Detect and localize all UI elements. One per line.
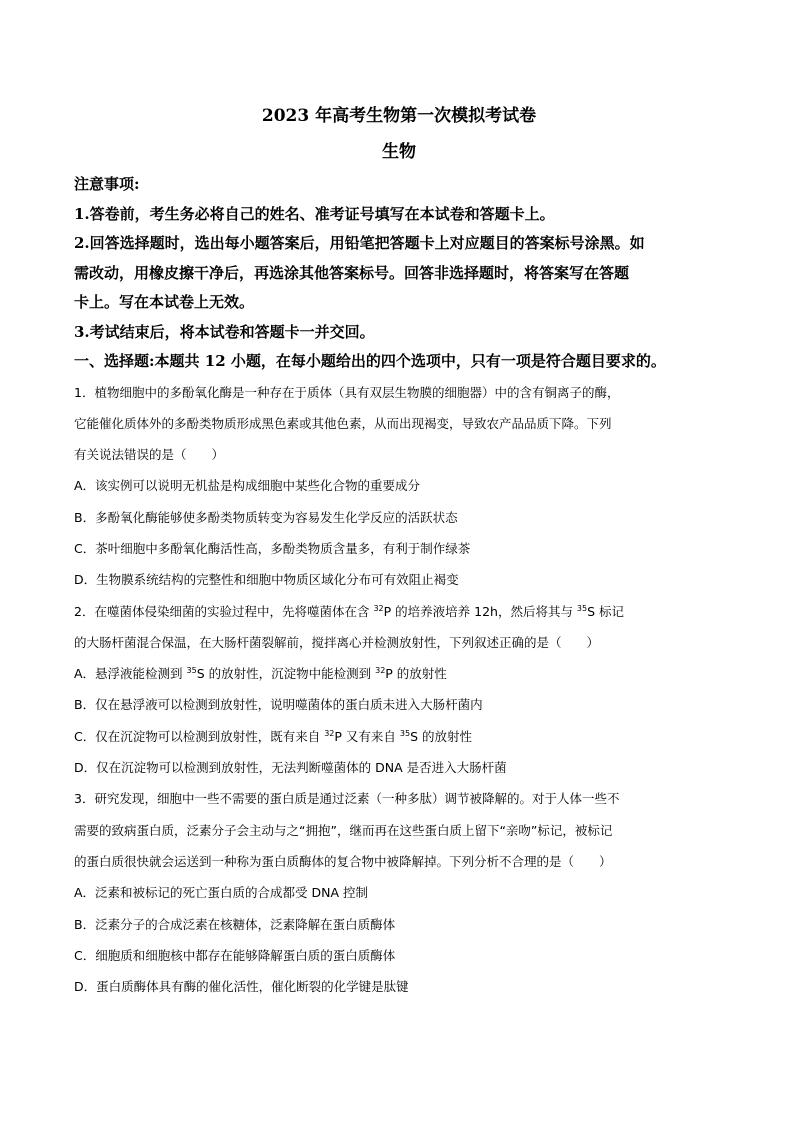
question-1 <box>74 377 724 596</box>
page-title: 2023 年高考生物第一次模拟考试卷 <box>261 106 537 126</box>
section-heading: 一、选择题:本题共 12 小题，在每小题给出的四个选项中，只有一项是符合题目要求的。 <box>74 352 666 370</box>
question-stem-line: 需要的致病蛋白质，泛素分子会主动与之“拥抱”，继而再在这些蛋白质上留下“亲吻”标记，被标记 <box>74 822 613 838</box>
notice-item: 3.考试结束后，将本试卷和答题卡一并交回。 <box>74 322 375 341</box>
question-stem-line: 的大肠杆菌混合保温，在大肠杆菌裂解前，搅拌离心并检测放射性，下列叙述正确的是（ ） <box>74 634 600 650</box>
question-stem-line: 3．研究发现，细胞中一些不需要的蛋白质是通过泛素（一种多肽）调节被降解的。对于人体一些不 <box>74 791 620 807</box>
stem-text: 2．在噬菌体侵染细菌的实验过程中，先将噬菌体在含 <box>74 603 374 619</box>
option-b: B．仅在悬浮液可以检测到放射性，说明噬菌体的蛋白质未进入大肠杆菌内 <box>74 697 483 713</box>
question-stem-line: 1．植物细胞中的多酚氧化酶是一种存在于质体（具有双层生物膜的细胞器）中的含有铜离子的酶， <box>74 384 620 400</box>
question-stem-line <box>74 596 724 627</box>
isotope-superscript: 35 <box>399 728 411 738</box>
option-b: B．多酚氧化酶能够使多酚类物质转变为容易发生化学反应的活跃状态 <box>74 509 458 525</box>
option-text: C．仅在沉淀物可以检测到放射性，既有来自 <box>74 728 325 744</box>
option-d: D．生物膜系统结构的完整性和细胞中物质区域化分布可有效阻止褐变 <box>74 572 459 588</box>
isotope-superscript: 32 <box>324 728 335 738</box>
exam-page <box>74 104 724 1002</box>
notice-item: 1.答卷前，考生务必将自己的姓名、准考证号填写在本试卷和答题卡上。 <box>74 204 555 223</box>
option-d: D．仅在沉淀物可以检测到放射性，无法判断噬菌体的 DNA 是否进入大肠杆菌 <box>74 760 507 776</box>
page-subtitle: 生物 <box>382 142 416 162</box>
notice-item: 卡上。写在本试卷上无效。 <box>74 293 255 311</box>
option-text: S 的放射性，沉淀物中能检测到 <box>196 666 376 682</box>
option-c <box>74 721 724 752</box>
question-stem-line: 有关说法错误的是（ ） <box>74 447 225 463</box>
isotope-superscript: 35 <box>186 666 197 676</box>
option-text: P 的放射性 <box>385 666 447 682</box>
option-a: A．泛素和被标记的死亡蛋白质的合成都受 DNA 控制 <box>74 885 369 901</box>
option-c: C．细胞质和细胞核中都存在能够降解蛋白质的蛋白质酶体 <box>74 947 396 963</box>
isotope-superscript: 35 <box>576 603 588 613</box>
option-d: D．蛋白质酶体具有酶的催化活性，催化断裂的化学键是肽键 <box>74 979 409 995</box>
question-stem-line: 的蛋白质很快就会运送到一种称为蛋白质酶体的复合物中被降解掉。下列分析不合理的是（ ） <box>74 853 612 869</box>
isotope-superscript: 32 <box>373 603 384 613</box>
question-3 <box>74 783 724 1002</box>
option-text: S 的放射性 <box>410 728 472 744</box>
stem-text: P 的培养液培养 12h，然后将其与 <box>383 603 577 619</box>
option-text: A．悬浮液能检测到 <box>74 666 187 682</box>
question-2 <box>74 596 724 784</box>
notice-block <box>74 170 724 347</box>
option-a <box>74 658 724 689</box>
stem-text: S 标记 <box>587 603 625 619</box>
notice-heading: 注意事项: <box>74 175 140 193</box>
option-a: A．该实例可以说明无机盐是构成细胞中某些化合物的重要成分 <box>74 478 421 494</box>
option-b: B．泛素分子的合成泛素在核糖体，泛素降解在蛋白质酶体 <box>74 916 396 932</box>
notice-item: 需改动，用橡皮擦干净后，再选涂其他答案标号。回答非选择题时，将答案写在答题 <box>74 263 630 282</box>
option-c: C．茶叶细胞中多酚氧化酶活性高，多酚类物质含量多，有利于制作绿茶 <box>74 540 471 556</box>
isotope-superscript: 32 <box>375 666 386 676</box>
notice-item: 2.回答选择题时，选出每小题答案后，用铅笔把答题卡上对应题目的答案标号涂黑。如 <box>74 234 645 252</box>
question-stem-line: 它能催化质体外的多酚类物质形成黑色素或其他色素，从而出现褐变，导致农产品品质下降。下列 <box>74 415 612 431</box>
option-text: P 又有来自 <box>334 728 400 744</box>
